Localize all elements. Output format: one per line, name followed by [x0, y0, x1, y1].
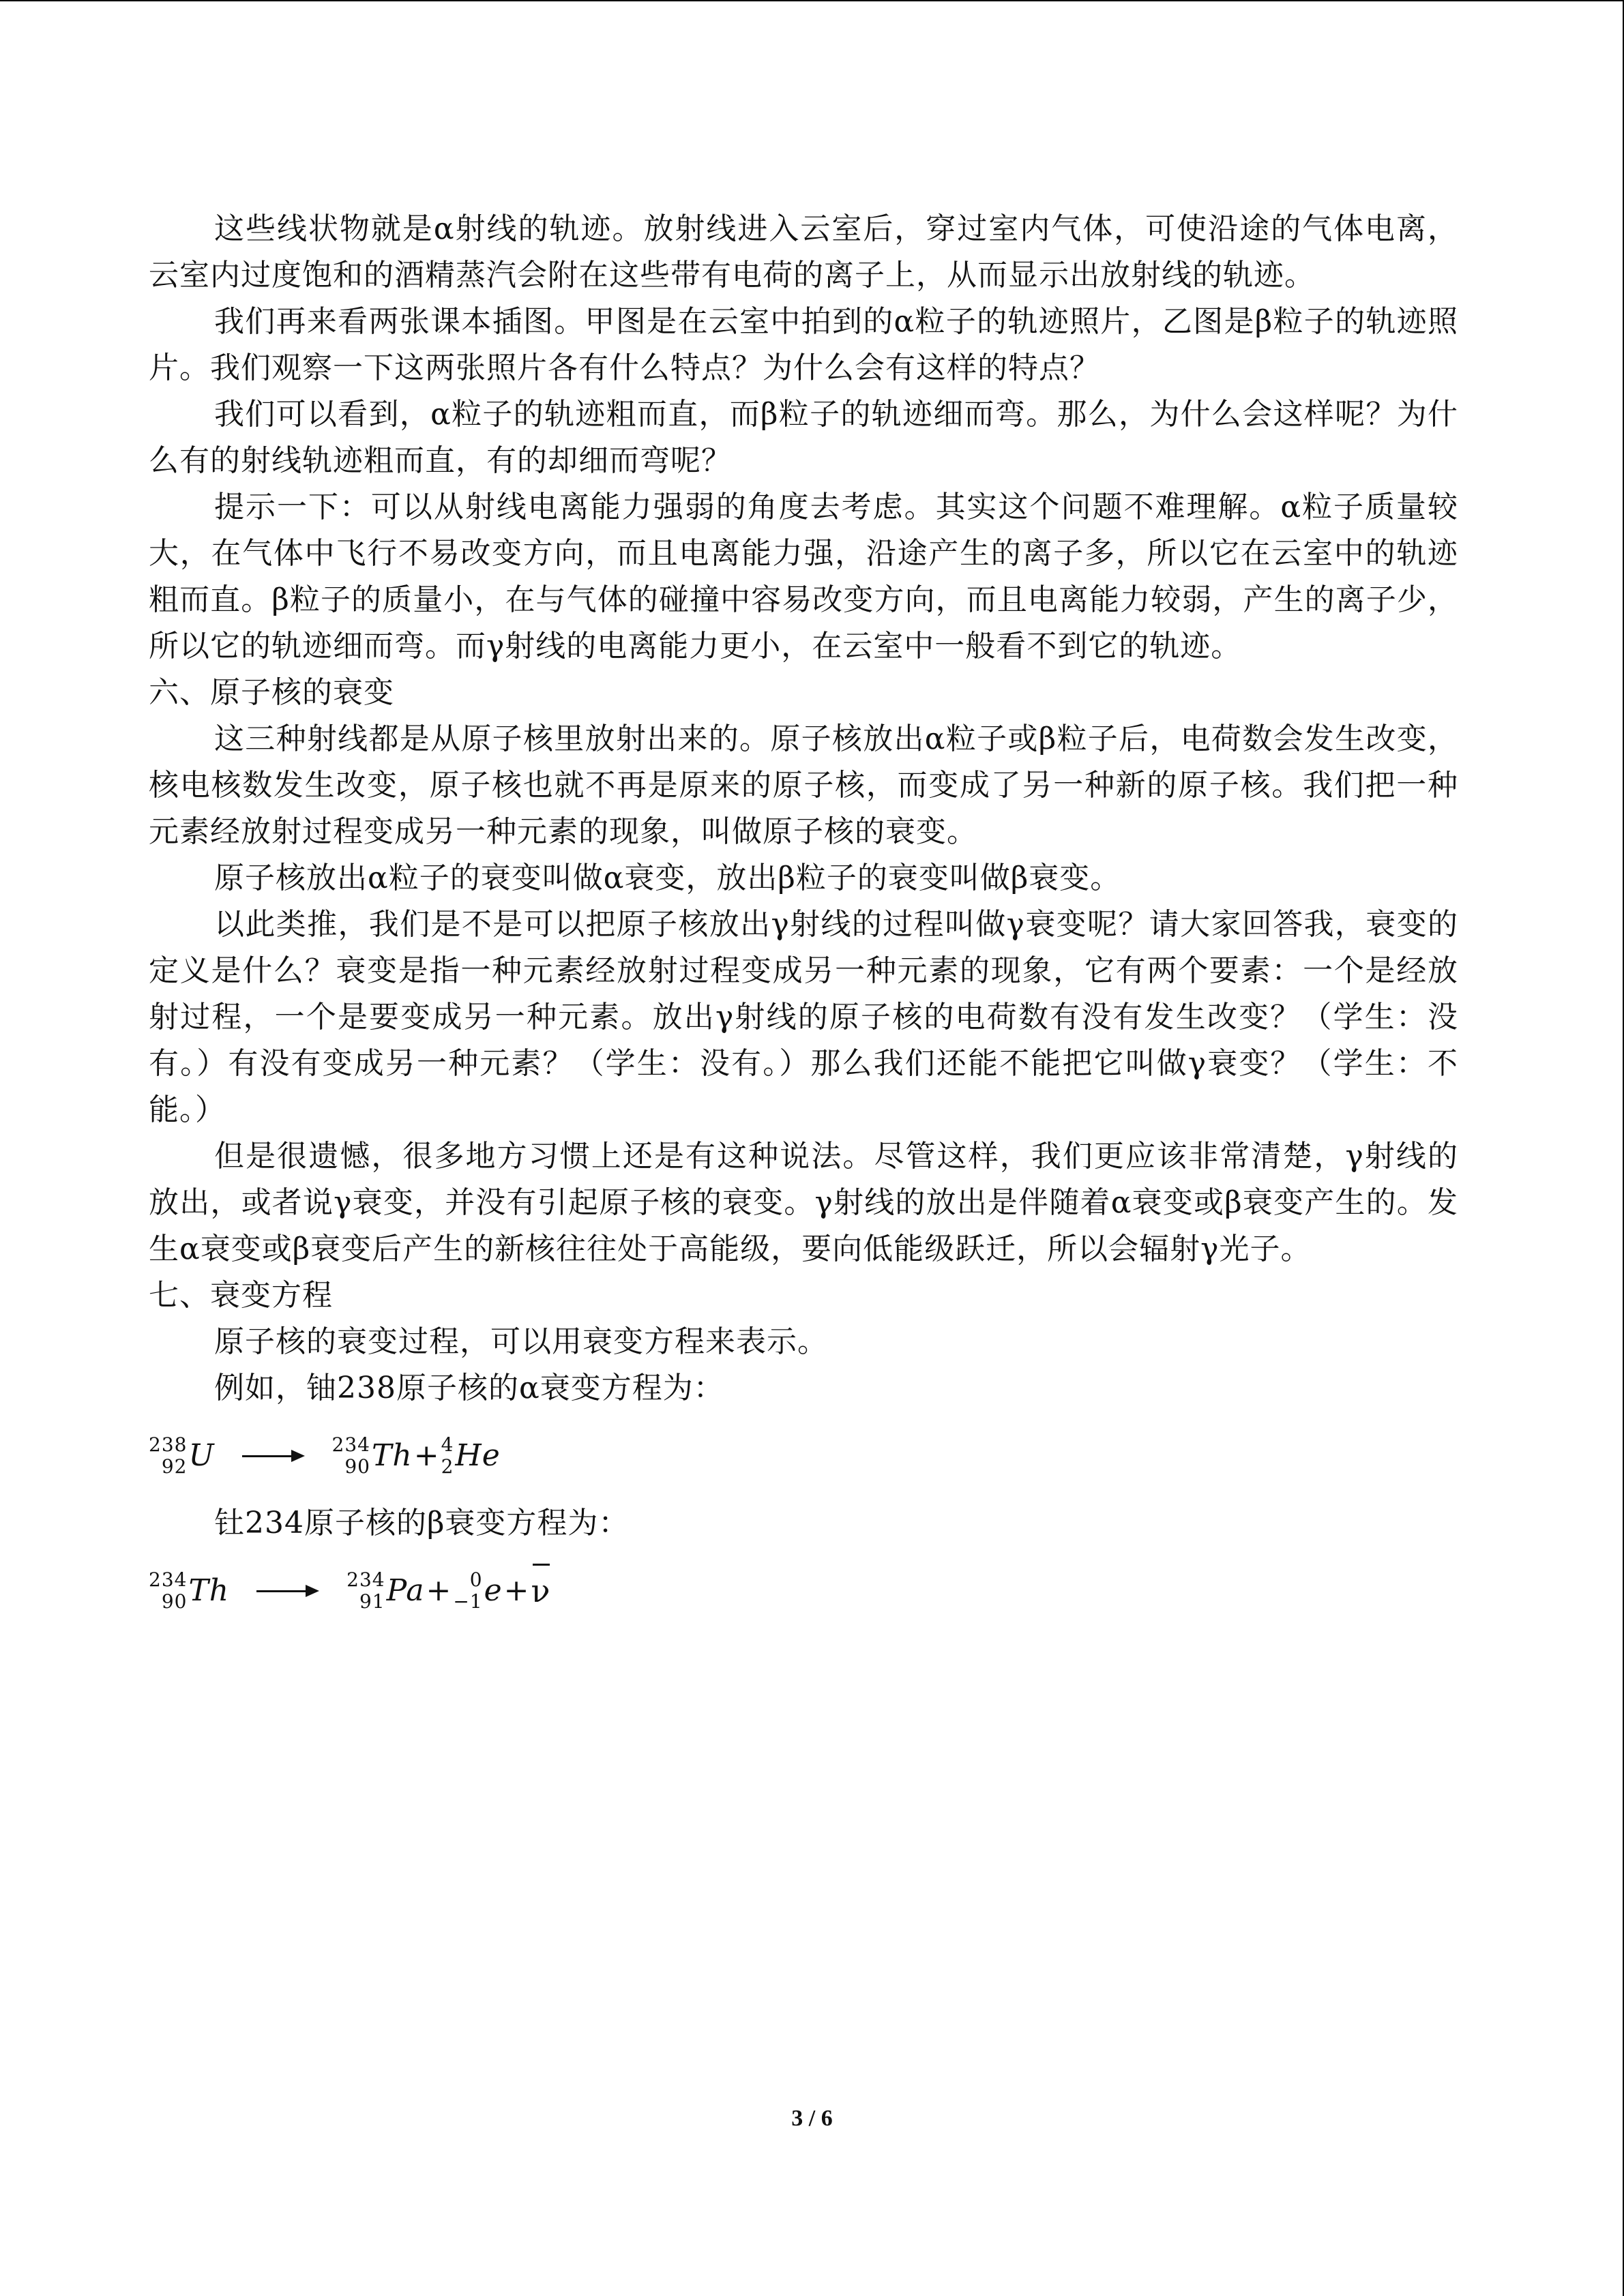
paragraph: 但是很遗憾，很多地方习惯上还是有这种说法。尽管这样，我们更应该非常清楚，γ射线的放出，或者说γ衰变，并没有引起原子核的衰变。γ射线的放出是伴随着α衰变或β衰变产生的。发生α衰变或β衰变后产生的新核往往处于高能级，要向低能级跃迁，所以会辐射γ光子。 [149, 1139, 1458, 1266]
overbar [533, 1564, 550, 1566]
section-heading: 七、衰变方程 [149, 1278, 333, 1313]
paragraph: 例如，铀238原子核的α衰变方程为： [214, 1371, 724, 1405]
atomic-number: 90 [161, 1590, 188, 1613]
paragraph: 原子核的衰变过程，可以用衰变方程来表示。 [214, 1324, 828, 1359]
element-symbol: U [188, 1438, 215, 1473]
mass-number: 0 [469, 1568, 483, 1591]
electron-particle [453, 1568, 502, 1614]
thorium-nuclide [332, 1433, 413, 1479]
plus-sign: + [413, 1438, 440, 1473]
element-symbol: Pa [386, 1573, 425, 1608]
paragraph: 这些线状物就是α射线的轨迹。放射线进入云室后，穿过室内气体，可使沿途的气体电离，云室内过度饱和的酒精蒸汽会附在这些带有电荷的离子上，从而显示出放射线的轨迹。 [149, 211, 1458, 293]
atomic-number: 92 [161, 1455, 188, 1478]
page-number: 3 / 6 [791, 2106, 833, 2131]
atomic-number: 2 [441, 1455, 454, 1478]
paragraph: 原子核放出α粒子的衰变叫做α衰变，放出β粒子的衰变叫做β衰变。 [214, 861, 1121, 895]
particle-symbol: e [484, 1573, 503, 1608]
paragraph: 我们可以看到，α粒子的轨迹粗而直，而β粒子的轨迹细而弯。那么，为什么会这样呢？为什么有的射线轨迹粗而直，有的却细而弯呢？ [149, 397, 1458, 478]
mass-number: 234 [331, 1433, 370, 1456]
mass-number: 4 [441, 1433, 454, 1456]
mass-number: 234 [346, 1568, 385, 1591]
paragraph: 钍234原子核的β衰变方程为： [214, 1506, 630, 1540]
charge-number: −1 [453, 1590, 483, 1613]
thorium-nuclide [149, 1568, 229, 1614]
paragraph: 提示一下：可以从射线电离能力强弱的角度去考虑。其实这个问题不难理解。α粒子质量较大，在气体中飞行不易改变方向，而且电离能力强，沿途产生的离子多，所以它在云室中的轨迹粗而直。β粒子的质量小，在与气体的碰撞中容易改变方向，而且电离能力较弱，产生的离子少，所以它的轨迹细而弯。而γ射线的电离能力更小，在云室中一般看不到它的轨迹。 [149, 490, 1458, 664]
helium-nuclide [441, 1433, 501, 1479]
atomic-number: 91 [359, 1590, 385, 1613]
plus-sign: + [426, 1573, 452, 1608]
paragraph: 这三种射线都是从原子核里放射出来的。原子核放出α粒子或β粒子后，电荷数会发生改变，核电核数发生改变，原子核也就不再是原来的原子核，而变成了另一种新的原子核。我们把一种元素经放射过程变成另一种元素的现象，叫做原子核的衰变。 [149, 721, 1458, 849]
reaction-arrow-icon [242, 1450, 305, 1462]
element-symbol: Th [188, 1573, 230, 1608]
document-body [149, 206, 1458, 1635]
atomic-number: 90 [344, 1455, 370, 1478]
paragraph: 我们再来看两张课本插图。甲图是在云室中拍到的α粒子的轨迹照片，乙图是β粒子的轨迹照片。我们观察一下这两张照片各有什么特点？为什么会有这样的特点？ [149, 304, 1458, 385]
alpha-decay-equation [149, 1412, 1458, 1500]
section-heading: 六、原子核的衰变 [149, 675, 394, 710]
element-symbol: He [455, 1438, 501, 1473]
protactinium-nuclide [346, 1568, 424, 1614]
antineutrino-symbol [531, 1568, 551, 1614]
mass-number: 238 [149, 1433, 188, 1456]
reaction-arrow-icon [256, 1585, 319, 1597]
plus-sign: + [503, 1573, 530, 1608]
mass-number: 234 [149, 1568, 188, 1591]
uranium-nuclide [149, 1433, 215, 1479]
paragraph: 以此类推，我们是不是可以把原子核放出γ射线的过程叫做γ衰变呢？请大家回答我，衰变的定义是什么？衰变是指一种元素经放射过程变成另一种元素的现象，它有两个要素：一个是经放射过程，一个是要变成另一种元素。放出γ射线的原子核的电荷数有没有发生改变？（学生：没有。）有没有变成另一种元素？（学生：没有。）那么我们还能不能把它叫做γ衰变？（学生：不能。） [149, 907, 1458, 1127]
nu-letter: ν [531, 1572, 551, 1609]
beta-decay-equation [149, 1547, 1458, 1635]
element-symbol: Th [372, 1438, 413, 1473]
